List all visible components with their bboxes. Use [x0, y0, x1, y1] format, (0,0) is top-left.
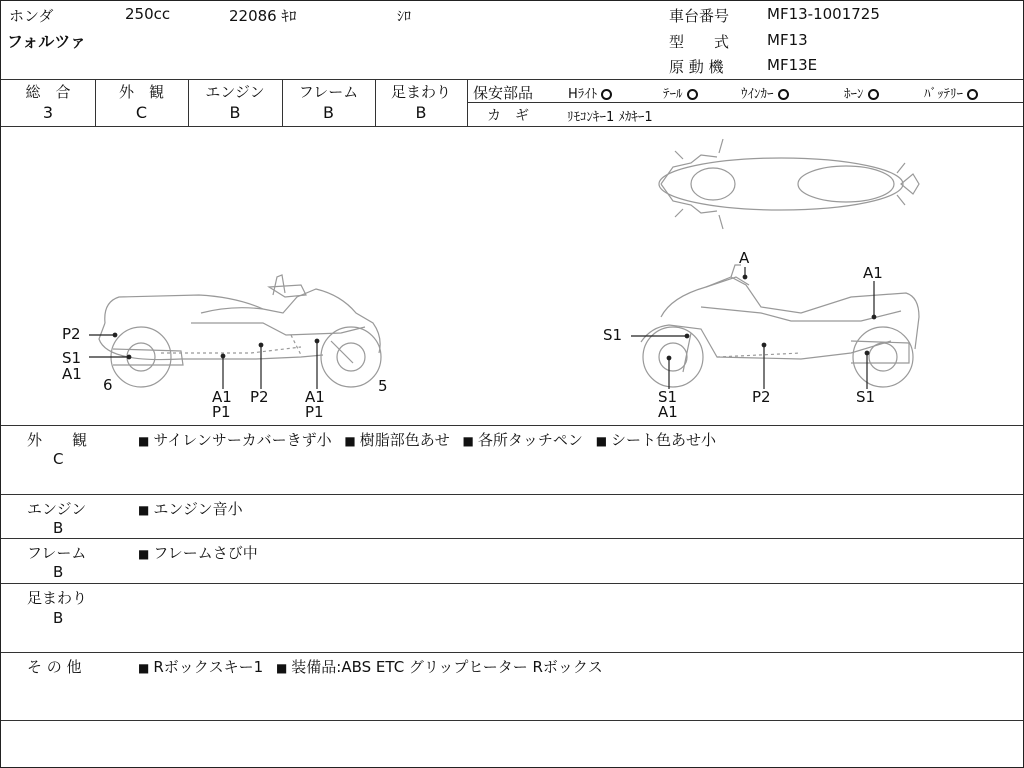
overall-label: 総 合: [25, 83, 71, 101]
ok-circle-icon: [868, 89, 879, 100]
divider: [1, 494, 1023, 495]
maker: ホンダ: [9, 7, 54, 25]
safety-label: 保安部品: [473, 84, 534, 102]
notes-other-items: [138, 656, 603, 677]
notes-frame-grade: B: [53, 563, 64, 581]
notes-exterior-grade: C: [53, 450, 64, 468]
notes-frame-items: [138, 542, 258, 563]
bullet-icon: ■: [595, 434, 608, 448]
frame-grade-label: フレーム: [298, 83, 359, 101]
engine-label: 原 動 機: [669, 58, 724, 76]
notes-exterior-label: 外 観: [27, 431, 88, 449]
frame-grade: B: [323, 103, 334, 122]
note-item: フレームさび中: [153, 544, 258, 562]
note-item: Rボックスキー1: [153, 658, 264, 676]
color: ｼﾛ: [397, 9, 411, 25]
safety-item-headlight: [568, 83, 612, 102]
scooter-left-view: [99, 275, 381, 387]
notes-engine-items: [138, 498, 243, 519]
bullet-icon: ■: [275, 661, 288, 675]
notes-suspension-grade: B: [53, 609, 64, 627]
model-name: フォルツァ: [7, 32, 87, 51]
safety-item-taillight: [663, 83, 698, 102]
divider: [1, 79, 1023, 80]
notes-engine-label: エンジン: [27, 500, 87, 518]
key-label: カ ギ: [487, 108, 529, 124]
defect-label-a1: A1: [62, 365, 82, 383]
defect-label-a1: A1: [658, 403, 678, 421]
divider: [1, 583, 1023, 584]
divider: [468, 102, 1023, 103]
safety-item-label: Hﾗｲﾄ: [568, 87, 598, 102]
bullet-icon: ■: [344, 434, 356, 448]
engine-value: MF13E: [767, 56, 818, 74]
defect-label-p2: P2: [752, 388, 771, 406]
safety-item-label: ﾃｰﾙ: [663, 87, 683, 102]
bullet-icon: ■: [462, 434, 474, 448]
defect-label-p1: P1: [305, 403, 324, 421]
view-number-5: 5: [378, 377, 388, 395]
exterior-grade: C: [135, 103, 148, 122]
note-item: 樹脂部色あせ: [359, 431, 450, 449]
engine-grade-label: エンジン: [205, 83, 265, 101]
defect-label-a: A: [739, 249, 750, 267]
divider: [1, 652, 1023, 653]
engine-grade: B: [229, 103, 241, 122]
mileage: 22086 ｷﾛ: [229, 7, 297, 25]
safety-item-label: ﾊﾞｯﾃﾘｰ: [924, 87, 963, 102]
exterior-label: 外 観: [118, 83, 164, 101]
divider: [1, 720, 1023, 721]
note-item: シート色あせ小: [611, 431, 717, 449]
safety-item-label: ﾎｰﾝ: [844, 87, 864, 102]
scooter-top-view: [659, 139, 919, 229]
bullet-icon: ■: [138, 503, 150, 517]
ok-circle-icon: [601, 89, 612, 100]
displacement: 250cc: [125, 5, 171, 23]
ok-circle-icon: [687, 89, 698, 100]
bullet-icon: ■: [138, 547, 150, 561]
safety-item-horn: [844, 83, 879, 102]
suspension-grade: B: [415, 103, 427, 122]
divider: [1, 425, 1023, 426]
note-item: サイレンサーカバーきず小: [153, 431, 332, 449]
note-item: 各所タッチペン: [477, 431, 583, 449]
defect-label-p2: P2: [250, 388, 269, 406]
key-value: ﾘﾓｺﾝｷｰ1 ﾒｶｷｰ1: [567, 110, 653, 125]
defect-label-s1: S1: [856, 388, 876, 406]
bullet-icon: ■: [138, 661, 150, 675]
frame-no: MF13-1001725: [767, 5, 880, 23]
defect-label-a1: A1: [863, 264, 883, 282]
safety-item-label: ｳｲﾝｶｰ: [741, 87, 774, 102]
suspension-grade-label: 足まわり: [390, 83, 451, 101]
scooter-right-view: [641, 265, 919, 387]
type-value: MF13: [767, 31, 808, 49]
defect-label-s1: S1: [62, 349, 82, 367]
defect-label-a1: A1: [305, 388, 325, 406]
defect-label-p1: P1: [212, 403, 231, 421]
note-item: エンジン音小: [153, 500, 243, 518]
overall-grade: 3: [42, 103, 54, 122]
defect-label-a1: A1: [212, 388, 232, 406]
notes-suspension-label: 足まわり: [27, 589, 88, 607]
ok-circle-icon: [778, 89, 789, 100]
defect-label-s1: S1: [603, 326, 623, 344]
frame-no-label: 車台番号: [669, 7, 730, 25]
safety-item-battery: [924, 83, 978, 102]
notes-other-label: そ の 他: [27, 658, 82, 676]
defect-label-p2: P2: [62, 325, 81, 343]
note-item: 装備品:ABS ETC グリップヒーター Rボックス: [291, 658, 603, 676]
bullet-icon: ■: [138, 434, 150, 448]
divider: [1, 538, 1023, 539]
ok-circle-icon: [967, 89, 978, 100]
notes-engine-grade: B: [53, 519, 64, 537]
notes-frame-label: フレーム: [27, 544, 87, 562]
view-number-6: 6: [103, 376, 113, 394]
type-label: 型 式: [669, 33, 730, 51]
safety-item-winker: [741, 83, 789, 102]
defect-label-s1: S1: [658, 388, 678, 406]
notes-exterior-items: [138, 429, 716, 450]
